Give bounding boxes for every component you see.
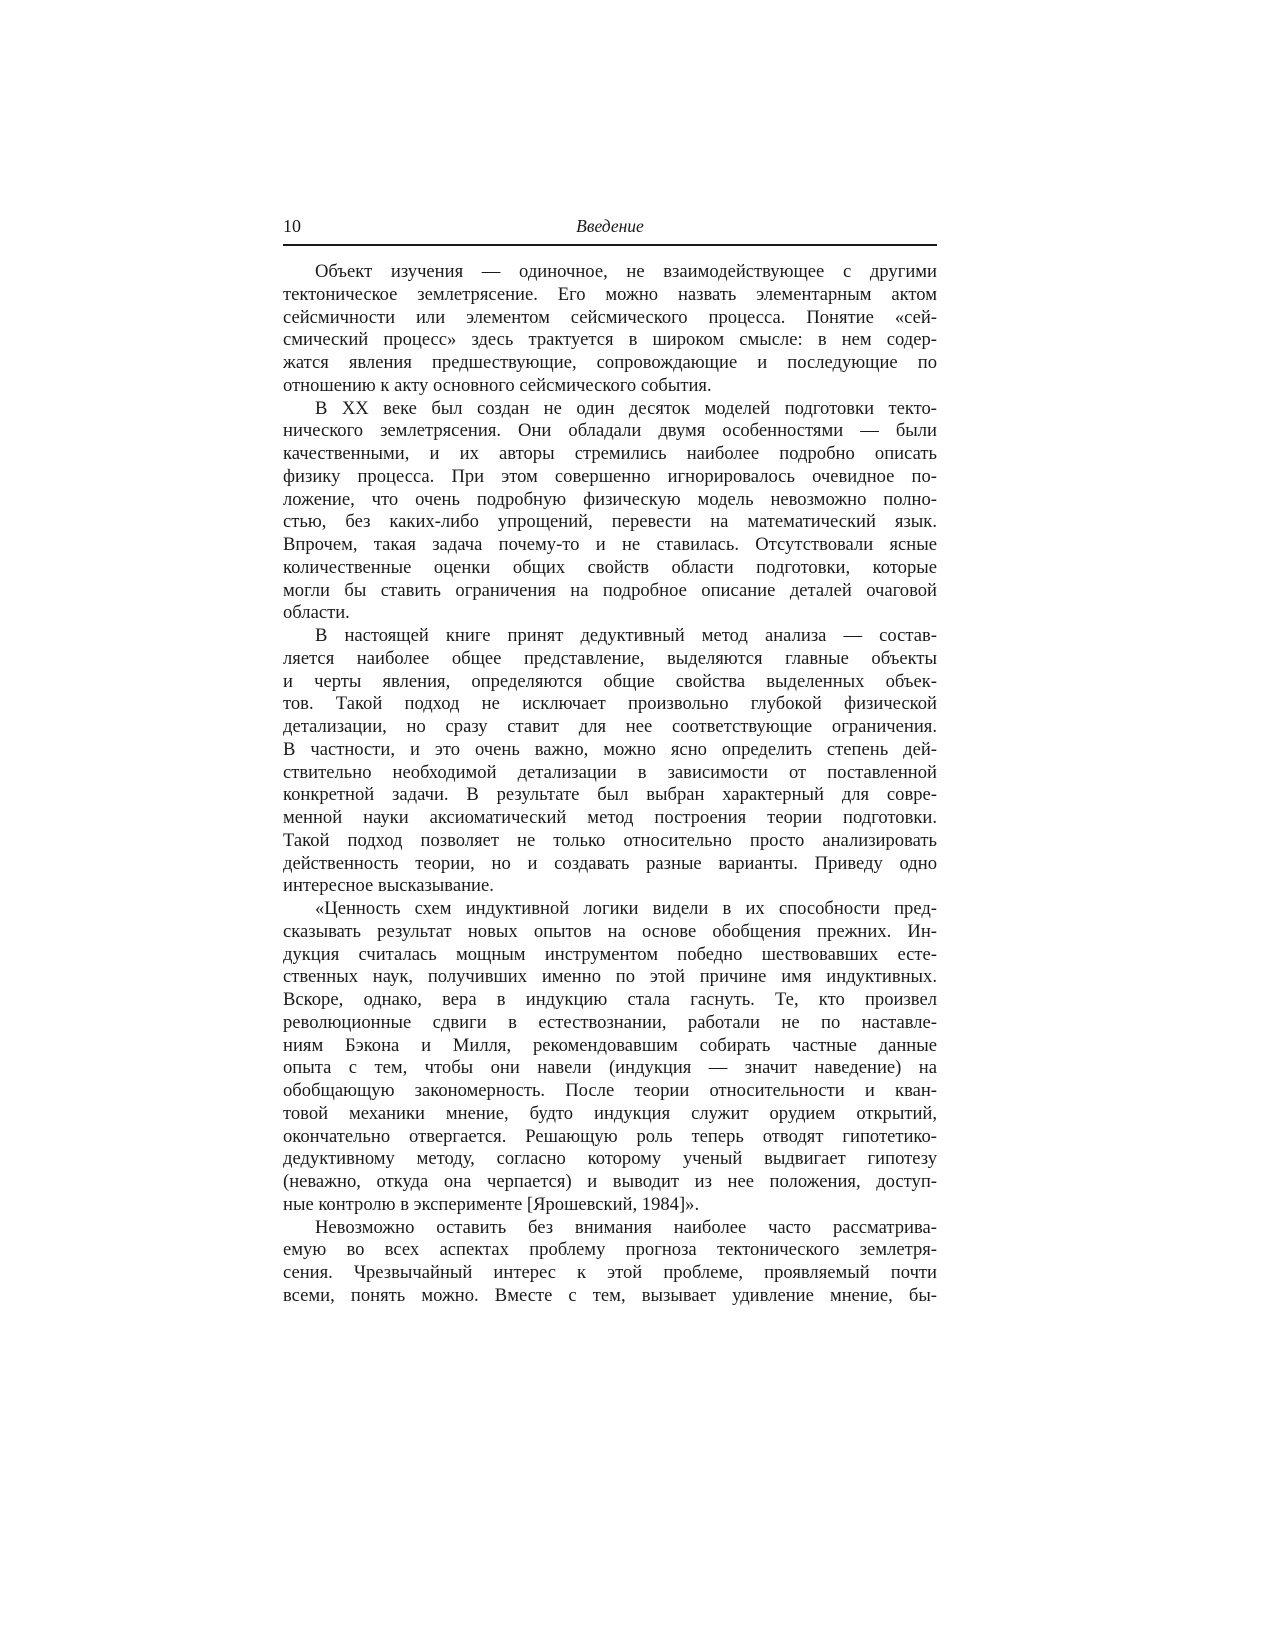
text-line: «Ценность схем индуктивной логики видели в их способности пред-: [315, 898, 937, 919]
body-text: [283, 261, 937, 1308]
text-line: всеми, понять можно. Вместе с тем, вызывает удивление мнение, бы-: [283, 1284, 937, 1306]
text-line: интересное высказывание.: [283, 875, 494, 897]
text-line: В частности, и это очень важно, можно ясно определить степень дей-: [283, 738, 937, 760]
text-line: емую во всех аспектах проблему прогноза тектонического землетря-: [283, 1239, 937, 1261]
text-line: смический процесс» здесь трактуется в широком смысле: в нем содер-: [283, 329, 937, 351]
paragraph: [283, 1217, 937, 1308]
text-line: ствительно необходимой детализации в зависимости от поставленной: [283, 761, 937, 783]
running-title: Введение: [576, 216, 644, 236]
text-line: ложение, что очень подробную физическую модель невозможно полно-: [283, 488, 937, 510]
text-line: Невозможно оставить без внимания наиболее часто рассматрива-: [315, 1216, 937, 1238]
text-line: революционные сдвиги в естествознании, работали не по наставле-: [283, 1011, 937, 1033]
text-line: дедуктивному методу, согласно которому ученый выдвигает гипотезу: [283, 1148, 937, 1170]
text-line: и черты явления, определяются общие свойства выделенных объек-: [283, 670, 937, 692]
paragraph: [283, 261, 937, 398]
paragraph: [283, 898, 937, 1217]
text-line: тектоническое землетрясение. Его можно назвать элементарным актом: [283, 283, 937, 305]
text-line: опыта с тем, чтобы они навели (индукция — значит наведение) на: [283, 1057, 937, 1079]
paragraph: [283, 398, 937, 626]
text-line: конкретной задачи. В результате был выбран характерный для совре-: [283, 784, 937, 806]
text-line: могли бы ставить ограничения на подробное описание деталей очаговой: [283, 579, 937, 601]
text-line: области.: [283, 602, 350, 624]
text-line: действенность теории, но и создавать разные варианты. Приведу одно: [283, 852, 937, 874]
text-line: сения. Чрезвычайный интерес к этой проблеме, проявляемый почти: [283, 1262, 937, 1283]
page-number: 10: [283, 216, 301, 236]
text-line: ляется наиболее общее представление, выделяются главные объекты: [283, 647, 937, 669]
text-line: ные контролю в эксперименте [Ярошевский, 1984]».: [283, 1193, 700, 1215]
text-line: В XX веке был создан не один десяток моделей подготовки текто-: [315, 397, 937, 419]
text-line: менной науки аксиоматический метод построения теории подготовки.: [283, 807, 937, 828]
text-line: нического землетрясения. Они обладали двумя особенностями — были: [283, 420, 937, 442]
text-line: Вскоре, однако, вера в индукцию стала гаснуть. Те, кто произвел: [283, 989, 937, 1010]
text-line: сейсмичности или элементом сейсмического процесса. Понятие «сей-: [283, 306, 937, 328]
text-line: качественными, и их авторы стремились наиболее подробно описать: [283, 443, 937, 464]
page-header: [283, 214, 937, 246]
text-line: количественные оценки общих свойств области подготовки, которые: [283, 556, 937, 578]
text-line: тов. Такой подход не исключает произвольно глубокой физической: [283, 693, 937, 715]
text-line: дукция считалась мощным инструментом победно шествовавших есте-: [283, 943, 937, 965]
text-line: стью, без каких-либо упрощений, перевести на математический язык.: [283, 511, 937, 533]
text-line: ственных наук, получивших именно по этой причине имя индуктивных.: [283, 966, 937, 988]
paragraph: [283, 625, 937, 898]
text-line: физику процесса. При этом совершенно игнорировалось очевидное по-: [283, 465, 937, 487]
text-line: Объект изучения — одиночное, не взаимодействующее с другими: [315, 261, 937, 282]
text-line: ниям Бэкона и Милля, рекомендовавшим собирать частные данные: [283, 1034, 937, 1056]
text-line: Такой подход позволяет не только относительно просто анализировать: [283, 829, 937, 851]
text-line: окончательно отвергается. Решающую роль теперь отводят гипотетико-: [283, 1125, 937, 1147]
text-line: сказывать результат новых опытов на основе обобщения прежних. Ин-: [283, 920, 937, 942]
text-line: обобщающую закономерность. После теории относительности и кван-: [283, 1080, 937, 1101]
text-line: Впрочем, такая задача почему-то и не ставилась. Отсутствовали ясные: [283, 534, 937, 555]
text-line: В настоящей книге принят дедуктивный метод анализа — состав-: [315, 625, 937, 646]
text-line: (неважно, откуда она черпается) и выводит из нее положения, доступ-: [283, 1171, 937, 1192]
text-line: жатся явления предшествующие, сопровождающие и последующие по: [283, 352, 937, 373]
text-line: товой механики мнение, будто индукция служит орудием открытий,: [283, 1102, 937, 1124]
text-line: отношению к акту основного сейсмического события.: [283, 374, 712, 396]
text-line: детализации, но сразу ставит для нее соответствующие ограничения.: [283, 716, 937, 737]
